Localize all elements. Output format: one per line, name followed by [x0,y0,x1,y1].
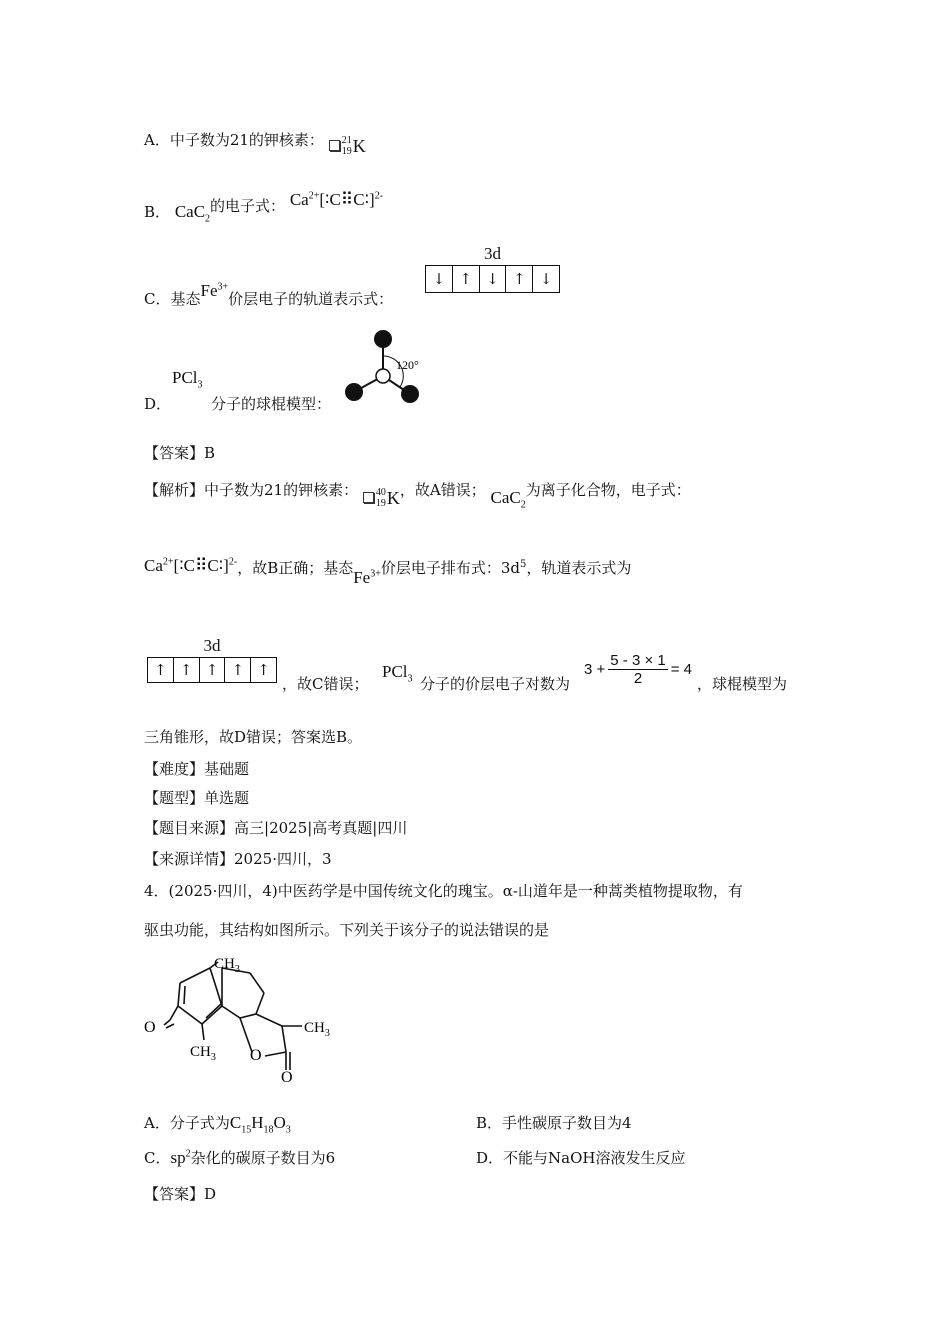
molecular-structure [140,948,350,1090]
orbital-box: ↑ [174,658,200,682]
option-text: 的电子式： [210,197,286,215]
orbital-diagram-c [425,244,560,293]
analysis-text: ，故B正确；基态 [237,559,354,577]
orbital-box: ↑ [453,266,480,292]
option-text: 基态 [170,290,201,308]
element-symbol: K [386,487,400,508]
analysis-text: ，故A错误； [399,481,486,499]
meta-label: 【题型】 [144,789,205,807]
formula-pcl3: PCl$_3$ [172,368,203,391]
meta-label: 【题目来源】 [144,819,235,837]
fraction-denominator: 2 [633,670,643,687]
answer-line [144,1184,216,1204]
fraction [608,652,667,687]
orbital-box: ↓ [426,266,453,292]
orbital-diagram-analysis [147,636,277,683]
question-stem-2 [144,920,549,940]
analysis-text: 三角锥形，故D错误；答案选B。 [144,728,363,746]
nuclide-symbol [363,487,400,509]
q4-option-b [476,1113,632,1133]
answer-label: 【答案】 [144,1185,205,1203]
option-a [144,130,366,157]
orbital-label: 3d [484,244,501,263]
oxygen-label: O [250,1047,262,1064]
q4-option-c [144,1148,335,1168]
answer-label: 【答案】 [144,444,205,462]
option-letter: D． [144,395,172,413]
angle-label: 120° [396,358,419,372]
molecular-formula: $C_{15}H_{18}O_3$ [229,1113,291,1136]
analysis-line-2 [144,556,631,588]
option-text: 不能与NaOH溶液发生反应 [503,1149,686,1167]
oxygen-label: O [281,1069,293,1086]
center-atom [376,369,390,383]
difficulty-line [144,759,249,779]
ch3-label: $CH_3$ [190,1044,216,1063]
analysis-line-3c [697,674,787,694]
option-text: 中子数为21的钾核素： [169,131,324,149]
formula-cac2: CaC$_2$ [174,202,211,225]
analysis-text: 价层电子排布式：3d [380,559,521,577]
question-stem-1 [144,881,743,901]
answer-value: D [204,1185,217,1203]
superscript: 5 [520,559,527,570]
mass-number: 21 [341,134,352,146]
analysis-text: ，球棍模型为 [697,675,788,693]
meta-value: 单选题 [204,789,250,807]
ch3-label: $CH_3$ [214,956,240,975]
analysis-text: 分子的价层电子对数为 [420,675,571,693]
equation [584,652,692,687]
placeholder-box-icon [363,492,374,503]
meta-value: 2025·四川，3 [234,850,332,868]
atom-ball [401,385,419,403]
option-letter: D． [476,1149,504,1167]
meta-label: 【来源详情】 [144,850,235,868]
electron-formula: $Ca^{2+}[∶C⠿C∶]^{2-}$ [289,190,384,209]
analysis-text: ，故C错误； [282,675,369,693]
atomic-number: 19 [341,145,352,157]
option-text: 杂化的碳原子数目为6 [190,1149,336,1167]
orbital-box: ↓ [539,270,553,288]
atom-ball [374,330,392,348]
option-b [144,190,384,225]
analysis-line-4 [144,727,362,747]
ion-fe3: $Fe^{3+}$ [353,568,381,587]
orbital-box: ↑ [148,658,174,682]
option-letter: C． [144,1149,171,1167]
ch3-label: $CH_3$ [304,1020,330,1039]
option-text: 价层电子的轨道表示式： [228,290,394,308]
hybridization: $sp^2$ [170,1148,191,1167]
formula-pcl3: PCl$_3$ [382,662,413,685]
meta-label: 【难度】 [144,760,205,778]
nuclide-symbol [329,135,366,157]
eq-right: = 4 [670,661,693,678]
option-letter: A． [144,1114,170,1132]
eq-left: 3 + [584,661,606,678]
analysis-text: 为离子化合物，电子式： [525,481,691,499]
option-letter: B． [144,203,171,221]
fraction-numerator: 5 - 3 × 1 [610,652,666,669]
source-detail-line [144,849,332,869]
orbital-box: ↑ [257,661,270,679]
orbital-box: ↑ [506,266,533,292]
analysis-text: 中子数为21的钾核素： [204,481,359,499]
analysis-line-3 [282,674,368,694]
question-text: 驱虫功能，其结构如图所示。下列关于该分子的说法错误的是 [144,921,550,939]
option-d [144,394,331,414]
analysis-text: ，轨道表示式为 [526,559,632,577]
option-text: 分子式为 [169,1114,230,1132]
answer-value: B [204,444,216,462]
atom-ball [345,383,363,401]
meta-value: 高三|2025|高考真题|四川 [234,819,408,837]
ion-fe3: $Fe^{3+}$ [200,281,229,300]
element-symbol: K [352,135,366,156]
question-type-line [144,788,249,808]
option-text: 分子的球棍模型： [211,395,332,413]
mass-number: 40 [375,486,386,498]
orbital-label: 3d [203,636,221,655]
atomic-number: 19 [375,497,386,509]
option-text: 手性碳原子数目为4 [502,1114,632,1132]
analysis-line-3b [420,674,570,694]
ball-stick-model [340,326,440,410]
q4-option-a [144,1113,291,1136]
orbital-box: ↑ [200,658,226,682]
option-letter: B． [476,1114,503,1132]
meta-value: 基础题 [204,760,250,778]
formula-cac2: CaC$_2$ [490,488,526,511]
analysis-label: 【解析】 [144,481,205,499]
placeholder-box-icon [329,140,340,151]
electron-formula: $Ca^{2+}[∶C⠿C∶]^{2-}$ [144,556,238,575]
oxygen-label: O [144,1019,156,1036]
option-letter: A． [144,131,170,149]
option-c [144,281,393,309]
orbital-box: ↓ [480,266,507,292]
analysis-line-1 [144,480,691,509]
source-line [144,818,407,838]
question-text: 4．(2025·四川，4)中医药学是中国传统文化的瑰宝。α-山道年是一种蒿类植物提取物，有 [144,882,743,900]
q4-option-d [476,1148,685,1168]
option-letter: C． [144,290,171,308]
orbital-box: ↑ [225,658,251,682]
answer-line [144,443,215,463]
